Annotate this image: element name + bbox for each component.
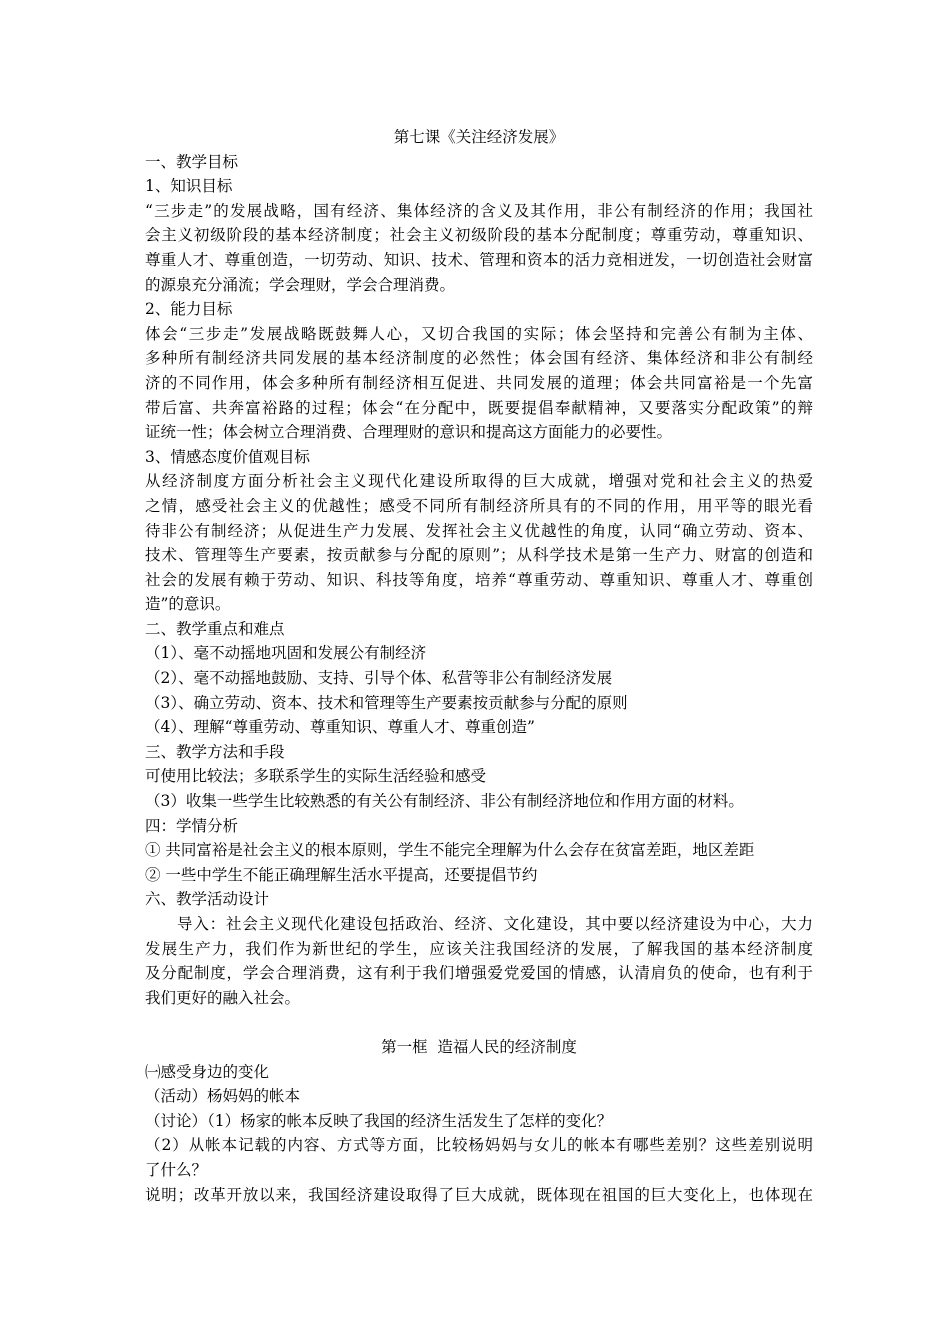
ability-line: 济的不同作用，体会多种所有制经济相互促进、共同发展的道理；体会共同富裕是一个先富 [145,373,813,392]
knowledge-line: 尊重人才、尊重创造，一切劳动、知识、技术、管理和资本的活力竞相迸发，一切创造社会财富 [145,250,813,269]
ability-line: 体会“三步走”发展战略既鼓舞人心，又切合我国的实际；体会坚持和完善公有制为主体、 [145,324,813,343]
ability-line: 带后富、共奔富裕路的过程；体会“在分配中，既要提倡奉献精神，又要落实分配政策”的辩 [145,398,813,417]
discussion-line: （2）从帐本记载的内容、方式等方面，比较杨妈妈与女儿的帐本有哪些差别？这些差别说明 [145,1136,813,1155]
values-line: 社会的发展有赖于劳动、知识、科技等角度，培养“尊重劳动、尊重知识、尊重人才、尊重创 [145,570,813,589]
keypoint-item: （1）、毫不动摇地巩固和发展公有制经济 [145,644,427,663]
subheading-values: 3、情感态度价值观目标 [145,447,310,466]
frame-subheading: ㈠感受身边的变化 [145,1062,270,1081]
knowledge-line: “三步走”的发展战略，国有经济、集体经济的含义及其作用，非公有制经济的作用；我国社 [145,201,813,220]
methods-line: 可使用比较法；多联系学生的实际生活经验和感受 [145,767,487,786]
document-page [145,125,813,1207]
explanation-line: 说明；改革开放以来，我国经济建设取得了巨大成就，既体现在祖国的巨大变化上，也体现在 [145,1185,813,1204]
ability-line: 多种所有制经济共同发展的基本经济制度的必然性；体会国有经济、集体经济和非公有制经 [145,349,813,368]
section-heading-objectives: 一、教学目标 [145,152,239,171]
subheading-knowledge: 1、知识目标 [145,177,233,196]
section-heading-keypoints: 二、教学重点和难点 [145,619,285,638]
blank-line [145,1010,813,1035]
intro-line: 导入：社会主义现代化建设包括政治、经济、文化建设，其中要以经济建设为中心，大力 [177,915,813,933]
methods-line: （3）收集一些学生比较熟悉的有关公有制经济、非公有制经济地位和作用方面的材料。 [145,792,744,811]
keypoint-item: （4）、理解“尊重劳动、尊重知识、尊重人才、尊重创造” [145,718,535,737]
values-line: 造”的意识。 [145,595,231,614]
values-line: 从经济制度方面分析社会主义现代化建设所取得的巨大成就，增强对党和社会主义的热爱 [145,472,813,491]
ability-line: 证统一性；体会树立合理消费、合理理财的意识和提高这方面能力的必要性。 [145,423,673,442]
intro-line: 发展生产力，我们作为新世纪的学生，应该关注我国经济的发展，了解我国的基本经济制度 [145,939,813,958]
subheading-ability: 2、能力目标 [145,300,233,319]
discussion-line: 了什么？ [145,1160,208,1179]
values-line: 之情，感受社会主义的优越性；感受不同所有制经济所具有的不同的作用，用平等的眼光看 [145,496,813,515]
analysis-item: ② 一些中学生不能正确理解生活水平提高，还要提倡节约 [145,865,538,884]
discussion-line: （讨论）（1）杨家的帐本反映了我国的经济生活发生了怎样的变化？ [145,1111,613,1130]
activity-line: （活动）杨妈妈的帐本 [145,1087,301,1106]
values-line: 待非公有制经济；从促进生产力发展、发挥社会主义优越性的角度，认同“确立劳动、资本、 [145,521,813,540]
intro-line: 我们更好的融入社会。 [145,988,301,1007]
section-heading-methods: 三、教学方法和手段 [145,742,285,761]
knowledge-line: 的源泉充分涌流；学会理财，学会合理消费。 [145,275,456,294]
keypoint-item: （3）、确立劳动、资本、技术和管理等生产要素按贡献参与分配的原则 [145,693,628,712]
lesson-title: 第七课《关注经济发展》 [393,128,565,146]
section-heading-student-analysis: 四：学情分析 [145,816,239,835]
analysis-item: ① 共同富裕是社会主义的根本原则，学生不能完全理解为什么会存在贫富差距，地区差距 [145,841,755,860]
frame-title: 第一框 造福人民的经济制度 [381,1037,577,1056]
keypoint-item: （2）、毫不动摇地鼓励、支持、引导个体、私营等非公有制经济发展 [145,669,613,688]
intro-line: 及分配制度，学会合理消费，这有利于我们增强爱党爱国的情感，认清肩负的使命，也有利于 [145,964,813,983]
knowledge-line: 会主义初级阶段的基本经济制度；社会主义初级阶段的基本分配制度；尊重劳动，尊重知识、 [145,226,813,245]
section-heading-activity-design: 六、教学活动设计 [145,890,270,909]
values-line: 技术、管理等生产要素，按贡献参与分配的原则”；从科学技术是第一生产力、财富的创造和 [145,546,813,565]
